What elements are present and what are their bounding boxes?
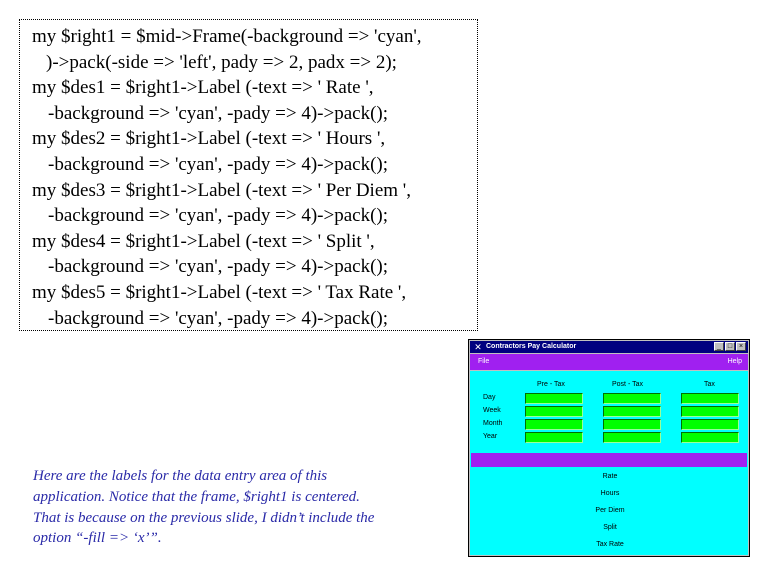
entry-tax-year[interactable] xyxy=(681,432,739,443)
column-header-pre-tax: Pre - Tax xyxy=(537,381,565,388)
window-title: Contractors Pay Calculator xyxy=(486,343,577,350)
entry-post-tax-month[interactable] xyxy=(603,419,661,430)
entry-tax-month[interactable] xyxy=(681,419,739,430)
label-per-diem: Per Diem xyxy=(595,507,625,514)
label-hours: Hours xyxy=(600,490,620,497)
app-window xyxy=(468,339,750,557)
code-line: my $des5 = $right1->Label (-text => ' Tax Rate ', xyxy=(32,281,407,303)
entry-pre-tax-month[interactable] xyxy=(525,419,583,430)
menu-bar xyxy=(470,354,748,370)
code-line: my $des3 = $right1->Label (-text => ' Per Diem ', xyxy=(32,179,411,201)
entry-pre-tax-day[interactable] xyxy=(525,393,583,404)
x-logo-icon[interactable]: ✕ xyxy=(474,342,482,352)
close-button[interactable]: × xyxy=(736,342,746,351)
code-line: -background => 'cyan', -pady => 4)->pack(); xyxy=(48,307,389,329)
label-split: Split xyxy=(603,524,617,531)
code-line: -background => 'cyan', -pady => 4)->pack(); xyxy=(48,205,389,227)
code-listing xyxy=(19,19,478,331)
caption-line: That is because on the previous slide, I didn’t include the xyxy=(33,509,375,526)
code-line: -background => 'cyan', -pady => 4)->pack(); xyxy=(48,256,389,278)
code-line: my $des4 = $right1->Label (-text => ' Split ', xyxy=(32,230,375,252)
separator-bar xyxy=(471,453,747,467)
calculator-content xyxy=(470,371,748,555)
entry-post-tax-week[interactable] xyxy=(603,406,661,417)
column-header-post-tax: Post - Tax xyxy=(612,381,643,388)
entry-tax-week[interactable] xyxy=(681,406,739,417)
slide-caption xyxy=(33,466,443,549)
minimize-button[interactable]: _ xyxy=(714,342,724,351)
window-titlebar[interactable] xyxy=(470,341,748,353)
row-label-week: Week xyxy=(483,407,501,414)
entry-pre-tax-year[interactable] xyxy=(525,432,583,443)
label-tax-rate: Tax Rate xyxy=(596,541,624,548)
menu-file[interactable]: File xyxy=(478,358,490,365)
code-line: )->pack(-side => 'left', pady => 2, padx => 2); xyxy=(46,51,397,73)
row-label-year: Year xyxy=(483,433,498,440)
entry-post-tax-year[interactable] xyxy=(603,432,661,443)
row-label-month: Month xyxy=(483,420,503,427)
entry-pre-tax-week[interactable] xyxy=(525,406,583,417)
maximize-button[interactable]: □ xyxy=(725,342,735,351)
code-line: my $des1 = $right1->Label (-text => ' Rate ', xyxy=(32,77,374,99)
caption-line: Here are the labels for the data entry area of this xyxy=(33,468,328,484)
code-line: my $des2 = $right1->Label (-text => ' Hours ', xyxy=(32,128,386,150)
label-rate: Rate xyxy=(602,473,618,480)
caption-line: option “-fill => ‘x’”. xyxy=(33,530,162,547)
code-line: -background => 'cyan', -pady => 4)->pack(); xyxy=(48,153,389,175)
entry-tax-day[interactable] xyxy=(681,393,739,404)
column-header-tax: Tax xyxy=(704,381,715,388)
menu-help[interactable]: Help xyxy=(727,358,742,365)
code-line: -background => 'cyan', -pady => 4)->pack(); xyxy=(48,102,389,124)
caption-line: application. Notice that the frame, $right1 is centered. xyxy=(33,488,360,505)
entry-post-tax-day[interactable] xyxy=(603,393,661,404)
row-label-day: Day xyxy=(483,394,496,401)
code-line: my $right1 = $mid->Frame(-background => 'cyan', xyxy=(32,26,422,47)
